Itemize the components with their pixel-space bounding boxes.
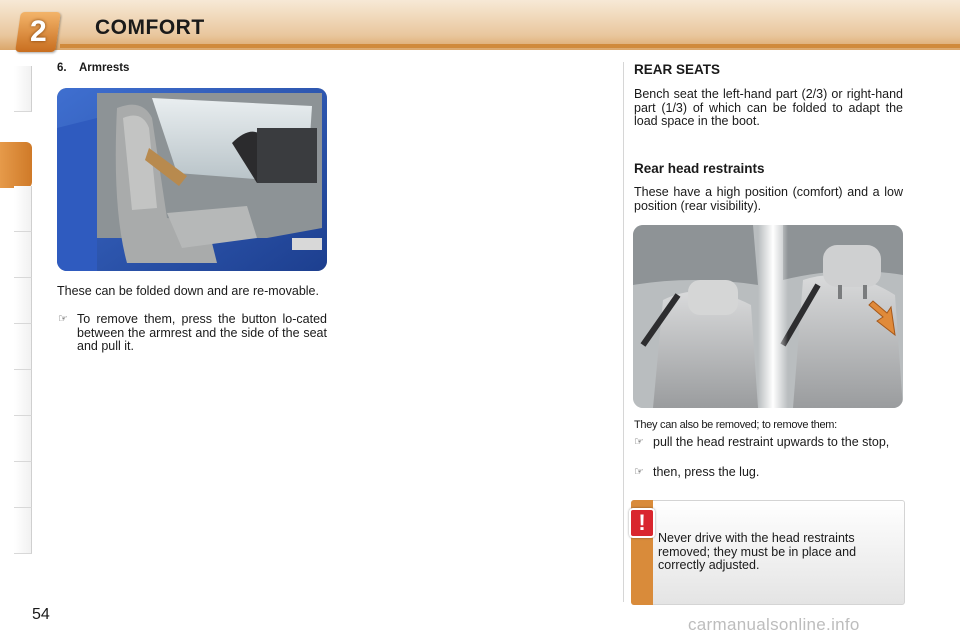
removal-step-1	[634, 435, 903, 450]
rear-head-restraints-heading: Rear head restraints	[634, 161, 765, 176]
page-number: 54	[32, 606, 50, 623]
warning-text: Never drive with the head restraints removed; they must be in place and correctly adjusted.	[658, 531, 857, 572]
pointing-hand-icon: ☞	[58, 313, 68, 325]
chapter-tab[interactable]	[14, 370, 32, 416]
armrests-removal-text: To remove them, press the button lo-cated between the armrest and the side of the seat and pull it.	[77, 312, 327, 353]
chapter-tab[interactable]	[14, 278, 32, 324]
rear-seats-description: Bench seat the left-hand part (2/3) or right-hand part (1/3) of which can be folded to adapt the load space in the boot.	[634, 87, 903, 128]
armrests-heading: 6. Armrests	[57, 62, 130, 74]
chapter-tab[interactable]	[14, 324, 32, 370]
head-restraints-illustration	[633, 225, 903, 408]
chapter-number: 2	[29, 15, 47, 48]
removal-step-2-text: then, press the lug.	[653, 465, 760, 479]
chapter-tab[interactable]	[14, 66, 32, 112]
armrests-removal-step	[58, 312, 327, 354]
head-restraints-photo	[633, 225, 903, 408]
chapter-tab[interactable]	[14, 186, 32, 232]
chapter-tab[interactable]	[14, 416, 32, 462]
chapter-tab-rail	[0, 66, 36, 576]
chapter-tab[interactable]	[14, 508, 32, 554]
removal-step-2	[634, 465, 903, 480]
chapter-tab[interactable]	[14, 232, 32, 278]
pointing-hand-icon: ☞	[634, 436, 644, 448]
head-restraints-description: These have a high position (comfort) and a low position (rear visibility).	[634, 185, 903, 213]
header-rule	[60, 44, 960, 48]
armrest-illustration	[57, 88, 327, 271]
armrest-photo	[57, 88, 327, 271]
column-divider	[623, 62, 624, 602]
removal-step-1-text: pull the head restraint upwards to the stop,	[653, 435, 890, 449]
page-title: COMFORT	[95, 16, 205, 39]
watermark: carmanualsonline.info	[688, 615, 860, 634]
rear-seats-heading: REAR SEATS	[634, 62, 721, 77]
pointing-hand-icon: ☞	[634, 466, 644, 478]
chapter-badge	[15, 12, 61, 52]
chapter-tab[interactable]	[14, 462, 32, 508]
removal-intro: They can also be removed; to remove them:	[634, 419, 837, 431]
armrests-description: These can be folded down and are re-movable.	[57, 284, 319, 298]
chapter-tab-active[interactable]	[0, 142, 32, 188]
warning-icon: !	[629, 508, 655, 538]
